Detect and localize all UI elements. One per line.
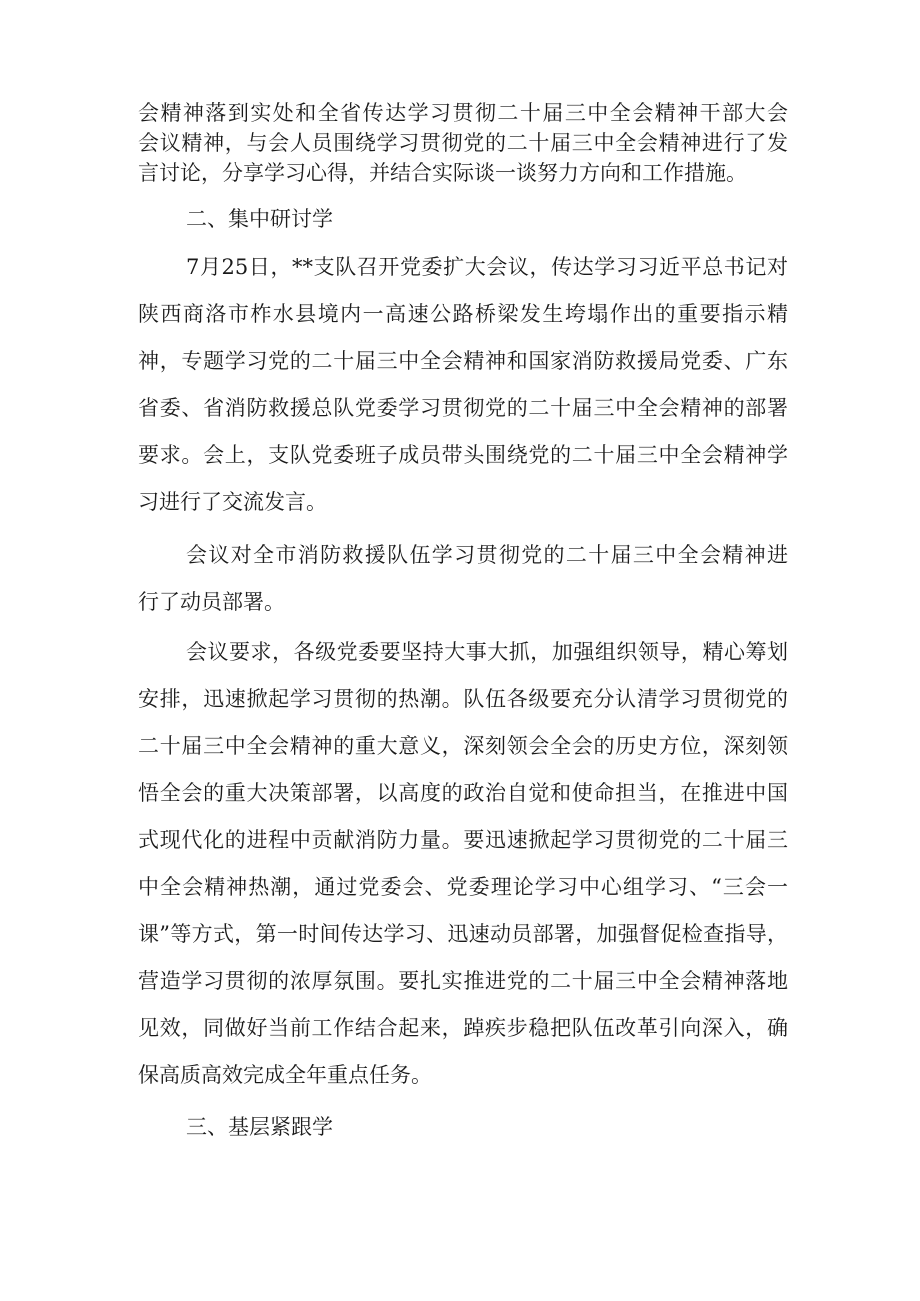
paragraph-line: 见效，同做好当前工作结合起来，踔疾步稳把队伍改革引向深入，确 — [138, 1016, 788, 1040]
paragraph-line: 会议精神，与会人员围绕学习贯彻党的二十届三中全会精神进行了发 — [138, 131, 788, 155]
paragraph-line: 营造学习贯彻的浓厚氛围。要扎实推进党的二十届三中全会精神落地 — [138, 969, 788, 993]
paragraph-line: 省委、省消防救援总队党委学习贯彻党的二十届三中全会精神的部署 — [138, 396, 788, 420]
paragraph-line: 会议对全市消防救援队伍学习贯彻党的二十届三中全会精神进 — [186, 543, 788, 567]
paragraph-line: 安排，迅速掀起学习贯彻的热潮。队伍各级要充分认清学习贯彻党的 — [138, 687, 788, 711]
paragraph-line: 会精神落到实处和全省传达学习贯彻二十届三中全会精神干部大会 — [138, 101, 788, 125]
paragraph-line: 会议要求，各级党委要坚持大事大抓，加强组织领导，精心筹划 — [186, 640, 788, 664]
paragraph-line: 习进行了交流发言。 — [138, 490, 327, 514]
paragraph-line: 课”等方式，第一时间传达学习、迅速动员部署，加强督促检查指导， — [138, 922, 788, 946]
section-heading: 二、集中研讨学 — [186, 207, 333, 231]
paragraph-line: 悟全会的重大决策部署，以高度的政治自觉和使命担当，在推进中国 — [138, 781, 788, 805]
paragraph-line: 神，专题学习党的二十届三中全会精神和国家消防救援局党委、广东 — [138, 349, 788, 373]
paragraph-line: 要求。会上，支队党委班子成员带头围绕党的二十届三中全会精神学 — [138, 443, 788, 467]
paragraph-line: 陕西商洛市柞水县境内一高速公路桥梁发生垮塌作出的重要指示精 — [138, 302, 788, 326]
paragraph-line: 式现代化的进程中贡献消防力量。要迅速掀起学习贯彻党的二十届三 — [138, 828, 788, 852]
paragraph-line: 二十届三中全会精神的重大意义，深刻领会全会的历史方位，深刻领 — [138, 734, 788, 758]
paragraph-line: 言讨论，分享学习心得，并结合实际谈一谈努力方向和工作措施。 — [138, 161, 747, 185]
paragraph-line: 行了动员部署。 — [138, 590, 285, 614]
paragraph-line: 中全会精神热潮，通过党委会、党委理论学习中心组学习、“三会一 — [138, 875, 788, 899]
paragraph-line: 7月25日，**支队召开党委扩大会议，传达学习习近平总书记对 — [186, 255, 788, 279]
section-heading: 三、基层紧跟学 — [186, 1115, 333, 1139]
paragraph-line: 保高质高效完成全年重点任务。 — [138, 1063, 432, 1087]
